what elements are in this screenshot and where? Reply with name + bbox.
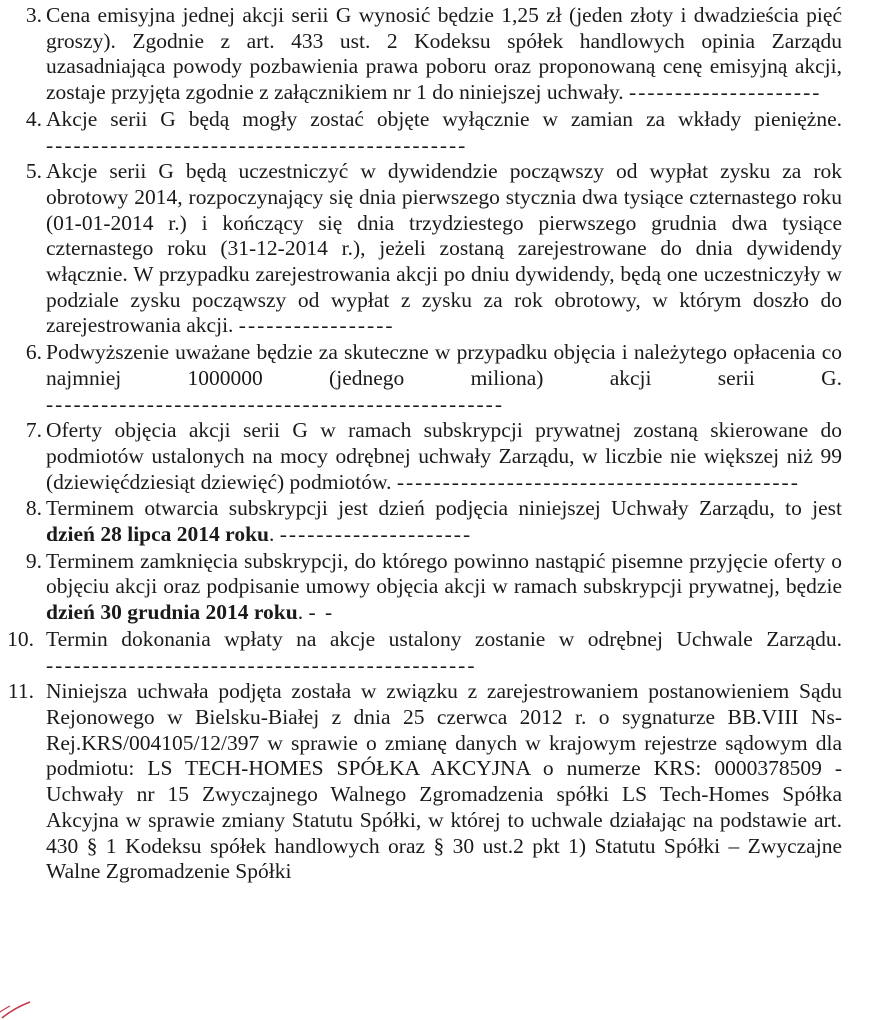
filler-dashes: ---------------------: [279, 522, 473, 547]
item-number: 7.: [25, 418, 42, 443]
closing-date: dzień 30 grudnia 2014 roku: [46, 600, 298, 625]
item-text: Oferty objęcia akcji serii G w ramach subskrypcji prywatnej zostaną skierowane do podmiotów ustalonych na mocy odrębnej uchwały Zarządu, w liczbie nie większej niż 99 (dziewięćdziesiąt dziewięć) podmiotów.: [46, 418, 842, 494]
item-number: 5.: [25, 159, 42, 184]
filler-dashes: --------------------------------------------: [396, 469, 800, 494]
filler-dashes: -----------------------------------------------: [46, 652, 477, 677]
item-number: 8.: [25, 496, 42, 521]
item-number: 11.: [7, 679, 34, 704]
item-text-end: .: [297, 600, 304, 625]
item-text-start: Terminem otwarcia subskrypcji jest dzień podjęcia niniejszej Uchwały Zarządu, to jest: [46, 496, 842, 521]
list-item-5: [0, 159, 882, 339]
filler-dashes: - -: [308, 600, 335, 625]
filler-dashes: ----------------------------------------------: [46, 132, 468, 157]
item-text: Akcje serii G będą mogły zostać objęte wyłącznie w zamian za wkłady pieniężne.: [46, 106, 842, 131]
filler-dashes: -----------------: [238, 313, 395, 338]
item-number: 9.: [25, 548, 42, 573]
list-item-7: [0, 418, 882, 495]
item-text: Podwyższenie uważane będzie za skuteczne w przypadku objęcia i należytego opłacenia co najmniej 1000000 (jednego miliona) akcji serii G.: [46, 340, 842, 390]
list-item-11: [0, 679, 882, 885]
list-item-10: [0, 627, 882, 678]
filler-dashes: ---------------------: [629, 80, 822, 105]
item-number: 6.: [25, 340, 42, 365]
stamp-fragment: [0, 994, 40, 1020]
resolution-points-list: [0, 3, 882, 886]
item-text: [46, 549, 842, 624]
item-number: 10.: [7, 626, 34, 651]
list-item-3: [0, 3, 882, 106]
list-item-8: [0, 496, 882, 547]
item-text-end: .: [269, 522, 275, 547]
item-text: Niniejsza uchwała podjęta została w związku z zarejestrowaniem postanowieniem Sądu Rejonowego w Bielsku-Białej z dnia 25 czerwca 2012 r. o sygnaturze BB.VIII Ns-Rej.KRS/004105/12/397 w sprawie o zmianę danych w krajowym rejestrze sądowym dla podmiotu: LS TECH-HOMES SPÓŁKA AKCYJNA o numerze KRS: 0000378509 - Uchwały nr 15 Zwyczajnego Walnego Zgromadzenia spółki LS Tech-Homes Spółka Akcyjna w sprawie zmiany Statutu Spółki, w której to uchwale działając na podstawie art. 430 § 1 Kodeksu spółek handlowych oraz § 30 ust.2 pkt 1) Statutu Spółki – Zwyczajne Walne Zgromadzenie Spółki: [46, 679, 842, 884]
item-text: Cena emisyjna jednej akcji serii G wynosić będzie 1,25 zł (jeden złoty i dwadzieścia pięć groszy). Zgodnie z art. 433 ust. 2 Kodeksu spółek handlowych opinia Zarządu uzasadniająca powody pozbawienia prawa poboru oraz proponowaną cenę emisyjną akcji, zostaje przyjęta zgodnie z załącznikiem nr 1 do niniejszej uchwały.: [46, 3, 842, 105]
list-item-4: [0, 107, 882, 158]
item-text: Akcje serii G będą uczestniczyć w dywidendzie począwszy od wypłat zysku za rok obrotowy 2014, rozpoczynający się dnia pierwszego stycznia dwa tysiące czternastego roku (01-01-2014 r.) i kończący się dnia trzydziestego pierwszego grudnia dwa tysiące czternastego roku (31-12-2014 r.), jeżeli zostaną zarejestrowane do dnia dywidendy włącznie. W przypadku zarejestrowania akcji po dniu dywidendy, będą one uczestniczyły w podziale zysku począwszy od wypłat z zysku za rok obrotowy, w którym doszło do zarejestrowania akcji.: [46, 159, 842, 338]
list-item-9: [0, 549, 882, 626]
item-number: 4.: [25, 106, 42, 131]
item-text: Termin dokonania wpłaty na akcje ustalony zostanie w odrębnej Uchwale Zarządu.: [46, 626, 842, 651]
opening-date: dzień 28 lipca 2014 roku: [46, 522, 269, 547]
filler-dashes: --------------------------------------------------: [46, 391, 504, 416]
list-item-6: [0, 340, 882, 417]
item-number: 3.: [25, 3, 42, 27]
item-text-start: Terminem zamknięcia subskrypcji, do którego powinno nastąpić pisemne przyjęcie oferty o objęciu akcji oraz podpisanie umowy objęcia akcji w ramach subskrypcji prywatnej, będzie: [46, 548, 842, 599]
